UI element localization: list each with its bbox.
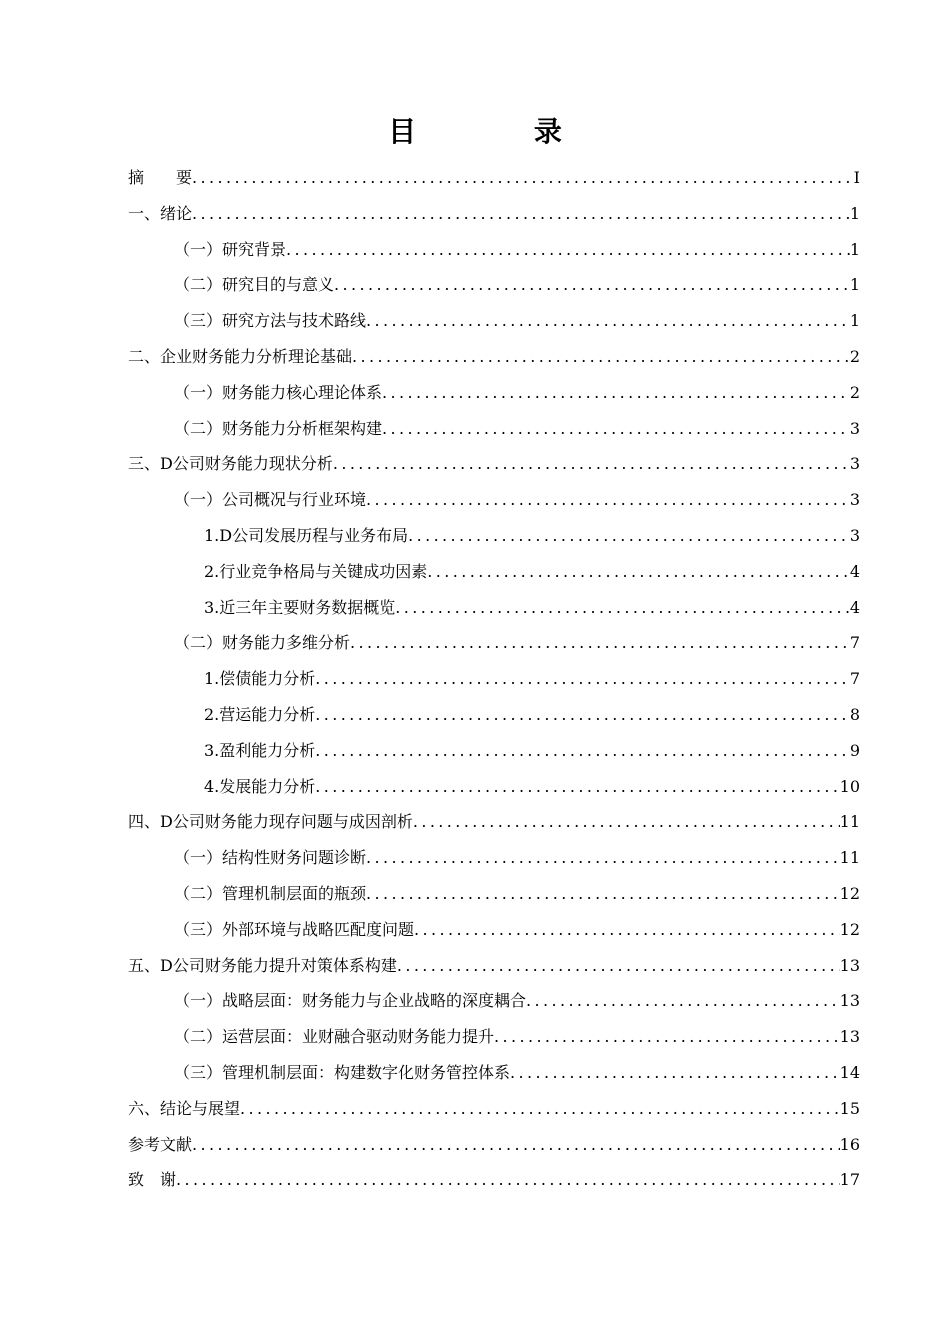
toc-entry-page: 9 (849, 740, 860, 760)
toc-entry[interactable] (128, 948, 860, 984)
toc-entry-text: （三）管理机制层面：构建数字化财务管控体系 (174, 1062, 511, 1082)
toc-list (128, 160, 860, 1198)
toc-entry-page: 16 (839, 1134, 860, 1154)
toc-entry-text: 4.发展能力分析 (204, 776, 316, 796)
toc-entry-text: 3.近三年主要财务数据概览 (204, 597, 396, 617)
toc-dot-leader (352, 339, 850, 375)
toc-entry-page: 1 (849, 275, 860, 295)
toc-entry-page: 4 (849, 561, 860, 581)
toc-entry[interactable] (128, 518, 860, 554)
toc-entry-text: 1.D公司发展历程与业务布局 (204, 525, 409, 545)
toc-entry[interactable] (128, 411, 860, 447)
toc-dot-leader (350, 625, 850, 661)
toc-dot-leader (395, 590, 850, 626)
toc-entry-text: 致 谢 (128, 1170, 177, 1190)
toc-entry-text: 五、D公司财务能力提升对策体系构建 (128, 955, 397, 975)
toc-entry[interactable] (128, 590, 860, 626)
toc-dot-leader (192, 196, 850, 232)
toc-dot-leader (397, 948, 840, 984)
toc-entry-text: 3.盈利能力分析 (204, 740, 316, 760)
toc-entry[interactable] (128, 375, 860, 411)
toc-entry-text: （二）管理机制层面的瓶颈 (174, 883, 367, 903)
toc-dot-leader (510, 1055, 840, 1091)
toc-entry-text: （一）研究背景 (174, 239, 287, 259)
toc-dot-leader (192, 160, 852, 196)
toc-entry-text: （一）财务能力核心理论体系 (174, 382, 383, 402)
toc-entry-page: 7 (849, 633, 860, 653)
toc-dot-leader (315, 769, 839, 805)
toc-dot-leader (414, 912, 840, 948)
toc-dot-leader (366, 482, 850, 518)
toc-entry-text: 一、绪论 (128, 203, 193, 223)
toc-dot-leader (427, 554, 850, 590)
toc-dot-leader (413, 804, 840, 840)
toc-entry[interactable] (128, 912, 860, 948)
toc-entry[interactable] (128, 769, 860, 805)
toc-entry-page: 4 (849, 597, 860, 617)
toc-entry[interactable] (128, 196, 860, 232)
toc-dot-leader (240, 1091, 840, 1127)
toc-entry-text: 摘 要 (128, 168, 193, 187)
toc-entry[interactable] (128, 1162, 860, 1198)
toc-entry-page: 17 (839, 1170, 860, 1190)
toc-entry-text: （二）财务能力多维分析 (174, 633, 351, 653)
toc-entry-page: 2 (849, 382, 860, 402)
toc-dot-leader (315, 733, 850, 769)
toc-dot-leader (408, 518, 850, 554)
toc-dot-leader (382, 411, 850, 447)
toc-dot-leader (366, 840, 840, 876)
toc-dot-leader (382, 375, 850, 411)
toc-entry[interactable] (128, 1091, 860, 1127)
toc-entry-text: 二、企业财务能力分析理论基础 (128, 346, 353, 366)
toc-entry[interactable] (128, 697, 860, 733)
toc-entry-page: 2 (849, 346, 860, 366)
toc-entry-page: 12 (839, 919, 860, 939)
toc-entry[interactable] (128, 1127, 860, 1163)
toc-entry[interactable] (128, 733, 860, 769)
toc-entry-page: 13 (839, 1027, 860, 1047)
toc-entry-page: 15 (839, 1098, 860, 1118)
toc-dot-leader (333, 446, 850, 482)
toc-entry[interactable] (128, 876, 860, 912)
toc-entry-text: （一）结构性财务问题诊断 (174, 848, 367, 868)
toc-dot-leader (315, 661, 850, 697)
toc-entry[interactable] (128, 339, 860, 375)
toc-dot-leader (366, 303, 850, 339)
toc-dot-leader (526, 983, 840, 1019)
toc-entry[interactable] (128, 983, 860, 1019)
toc-title: 目 录 (388, 115, 616, 148)
toc-entry[interactable] (128, 160, 860, 196)
toc-dot-leader (494, 1019, 840, 1055)
toc-entry-page: 13 (839, 955, 860, 975)
toc-entry-page: 1 (849, 311, 860, 331)
toc-entry-text: 2.行业竞争格局与关键成功因素 (204, 561, 428, 581)
toc-entry[interactable] (128, 482, 860, 518)
toc-dot-leader (366, 876, 840, 912)
toc-entry-text: 1.偿债能力分析 (204, 669, 316, 689)
toc-entry[interactable] (128, 446, 860, 482)
toc-entry[interactable] (128, 840, 860, 876)
toc-entry-page: 1 (849, 203, 860, 223)
toc-entry-page: 7 (849, 669, 860, 689)
toc-entry-page: 10 (839, 776, 860, 796)
toc-entry-text: （二）研究目的与意义 (174, 275, 335, 295)
toc-entry[interactable] (128, 661, 860, 697)
toc-entry-text: （二）财务能力分析框架构建 (174, 418, 383, 438)
toc-entry[interactable] (128, 267, 860, 303)
toc-entry[interactable] (128, 232, 860, 268)
toc-entry-page: 3 (849, 454, 860, 474)
toc-dot-leader (176, 1162, 840, 1198)
toc-entry-text: （二）运营层面：业财融合驱动财务能力提升 (174, 1027, 495, 1047)
toc-entry-page: 13 (839, 991, 860, 1011)
toc-entry-page: 11 (839, 812, 860, 832)
toc-entry[interactable] (128, 1019, 860, 1055)
toc-dot-leader (334, 267, 850, 303)
toc-entry-page: 3 (849, 525, 860, 545)
toc-entry-page: I (853, 168, 860, 187)
toc-entry-page: 8 (849, 704, 860, 724)
toc-entry-text: （三）研究方法与技术路线 (174, 311, 367, 331)
toc-entry-page: 14 (839, 1062, 860, 1082)
toc-entry-page: 11 (839, 848, 860, 868)
toc-entry-page: 12 (839, 883, 860, 903)
toc-entry[interactable] (128, 554, 860, 590)
toc-entry[interactable] (128, 804, 860, 840)
toc-dot-leader (315, 697, 850, 733)
toc-entry-page: 1 (849, 239, 860, 259)
toc-entry-text: 三、D公司财务能力现状分析 (128, 454, 333, 474)
toc-entry[interactable] (128, 303, 860, 339)
toc-entry-text: 六、结论与展望 (128, 1098, 241, 1118)
toc-entry[interactable] (128, 1055, 860, 1091)
toc-dot-leader (286, 232, 850, 268)
toc-entry-text: 四、D公司财务能力现存问题与成因剖析 (128, 812, 413, 832)
toc-entry[interactable] (128, 625, 860, 661)
toc-entry-page: 3 (849, 490, 860, 510)
toc-entry-text: 2.营运能力分析 (204, 704, 316, 724)
toc-entry-text: （一）公司概况与行业环境 (174, 490, 367, 510)
toc-entry-text: （三）外部环境与战略匹配度问题 (174, 919, 415, 939)
toc-dot-leader (192, 1127, 840, 1163)
toc-entry-text: （一）战略层面：财务能力与企业战略的深度耦合 (174, 991, 527, 1011)
toc-entry-page: 3 (849, 418, 860, 438)
toc-entry-text: 参考文献 (128, 1134, 193, 1154)
